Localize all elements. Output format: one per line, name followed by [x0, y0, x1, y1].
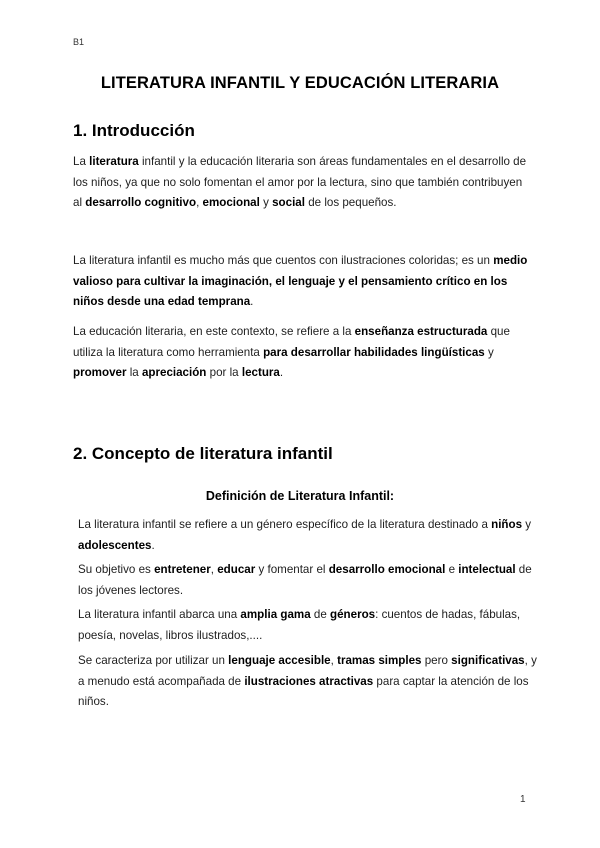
page-number: 1: [520, 794, 526, 805]
document-title: LITERATURA INFANTIL Y EDUCACIÓN LITERARIA: [100, 74, 500, 92]
definition-paragraph-3: La literatura infantil abarca una amplia gama de géneros: cuentos de hadas, fábulas, poesía, novelas, libros ilustrados,....: [78, 608, 521, 642]
intro-paragraph-3: La educación literaria, en este contexto, se refiere a la enseñanza estructurada que utiliza la literatura como herramienta para desarrollar habilidades lingüísticas y promover la apreciación por la lectura.: [73, 325, 510, 379]
definition-paragraph-1: La literatura infantil se refiere a un género específico de la literatura destinado a niños y adolescentes.: [78, 518, 532, 552]
definition-subheading: Definición de Literatura Infantil:: [205, 489, 395, 503]
section-2-heading: 2. Concepto de literatura infantil: [73, 444, 333, 463]
header-code: B1: [73, 37, 85, 47]
intro-paragraph-1: La literatura infantil y la educación literaria son áreas fundamentales en el desarrollo de los niños, ya que no solo fomentan el amor por la lectura, sino que también contribuyen al desarrollo cognitivo, emocional y social de los pequeños.: [73, 155, 527, 209]
section-1-heading: 1. Introducción: [73, 121, 195, 140]
definition-paragraph-4: Se caracteriza por utilizar un lenguaje accesible, tramas simples pero significativas, y a menudo está acompañada de ilustraciones atractivas para captar la atención de los niños.: [78, 654, 537, 708]
definition-paragraph-2: Su objetivo es entretener, educar y fomentar el desarrollo emocional e intelectual de los jóvenes lectores.: [78, 563, 532, 597]
intro-paragraph-2: La literatura infantil es mucho más que cuentos con ilustraciones coloridas; es un medio valioso para cultivar la imaginación, el lenguaje y el pensamiento crítico en los niños desde una edad temprana.: [73, 254, 528, 308]
